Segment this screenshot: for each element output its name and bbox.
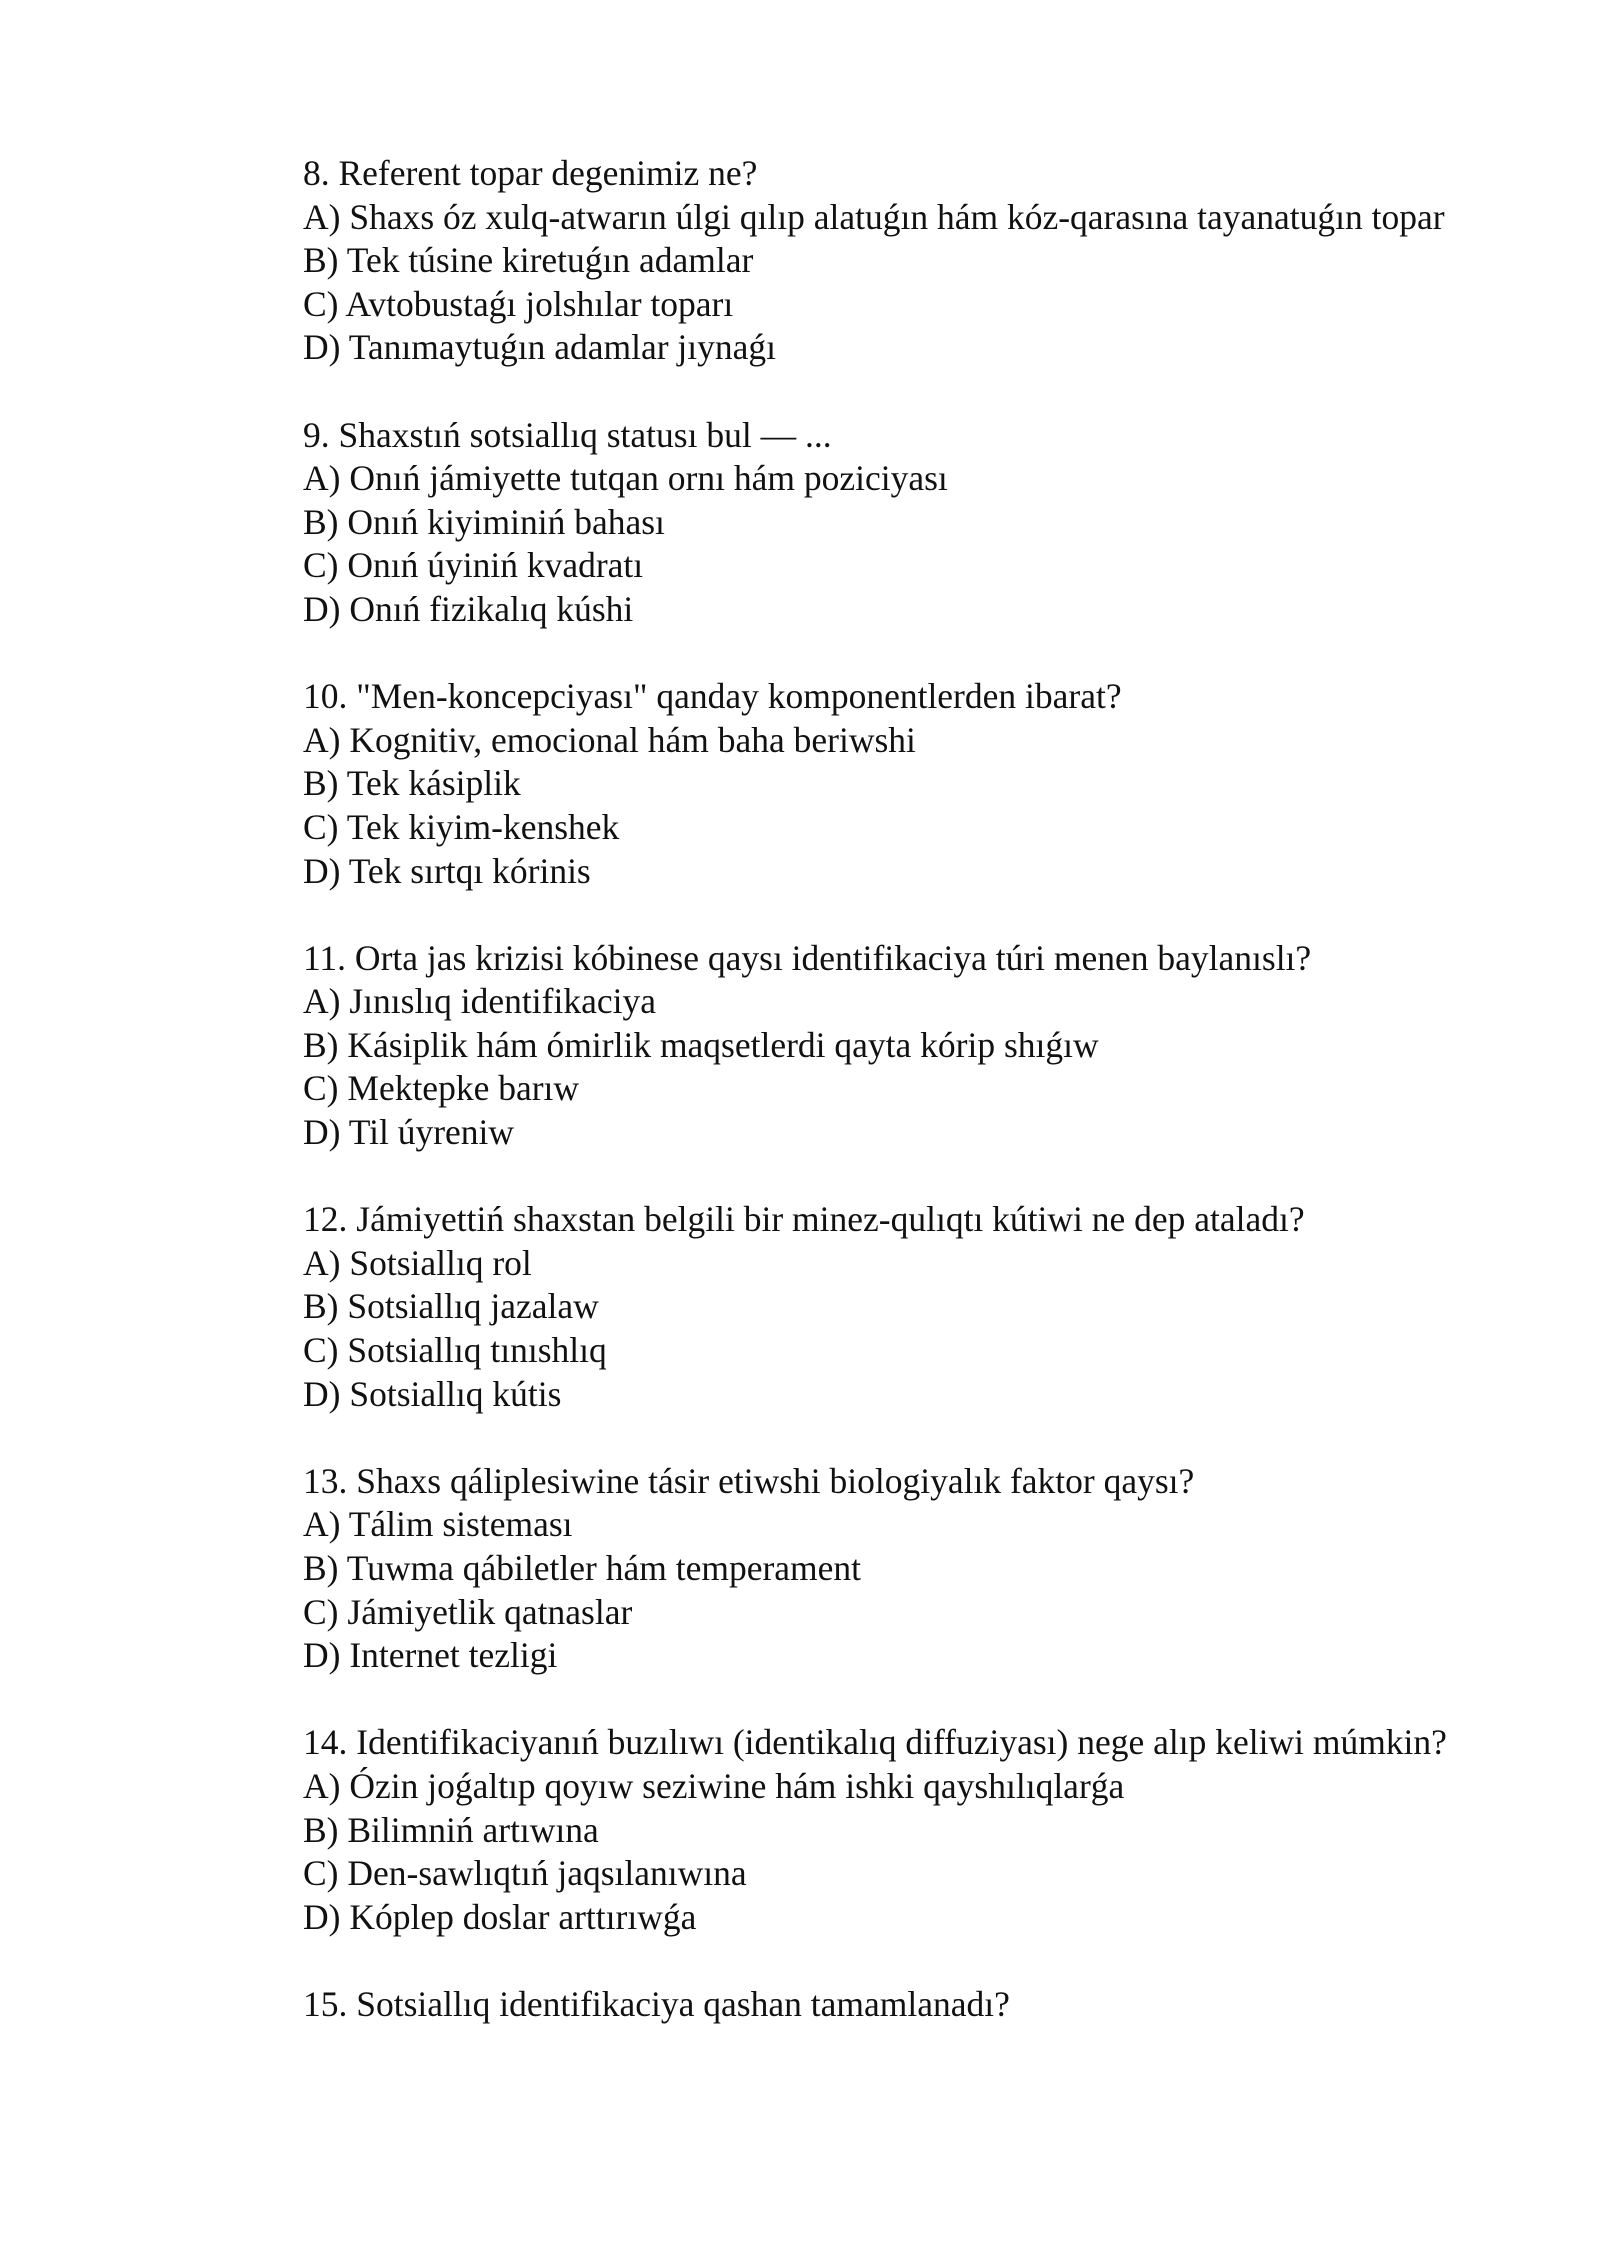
answer-option-d: D) Internet tezligi bbox=[303, 1635, 558, 1676]
answer-option-a: A) Kognitiv, emocional hám baha beriwshi bbox=[303, 719, 916, 760]
answer-option-a: A) Onıń jámiyette tutqan ornı hám poziciyası bbox=[303, 458, 948, 499]
question-13 bbox=[229, 1460, 1491, 1678]
answer-option-c: C) Den-sawlıqtıń jaqsılanıwına bbox=[303, 1853, 747, 1894]
answer-option-b: B) Sotsiallıq jazalaw bbox=[303, 1286, 599, 1327]
question-9 bbox=[229, 414, 1491, 632]
answer-option-d: D) Kóplep doslar arttırıwǵa bbox=[303, 1896, 697, 1937]
answer-option-d: D) Tek sırtqı kórinis bbox=[303, 850, 591, 891]
question-stem: 11. Orta jas krizisi kóbinese qaysı identifikaciya túri menen baylanıslı? bbox=[303, 937, 1312, 978]
answer-option-c: C) Jámiyetlik qatnaslar bbox=[303, 1591, 633, 1632]
question-stem: 8. Referent topar degenimiz ne? bbox=[303, 153, 758, 193]
answer-option-b: B) Tuwma qábiletler hám temperament bbox=[303, 1548, 862, 1588]
answer-option-b: B) Tek túsine kiretuǵın adamlar bbox=[303, 240, 754, 281]
answer-option-d: D) Tanımaytuǵın adamlar jıynaǵı bbox=[303, 327, 777, 368]
question-15 bbox=[229, 1983, 1491, 2027]
answer-option-c: C) Avtobustaǵı jolshılar toparı bbox=[303, 283, 734, 324]
answer-option-b: B) Onıń kiyiminiń bahası bbox=[303, 501, 665, 542]
answer-option-a: A) Jınıslıq identifikaciya bbox=[303, 981, 656, 1022]
answer-option-b: B) Bilimniń artıwına bbox=[303, 1809, 599, 1850]
answer-option-a: A) Shaxs óz xulq-atwarın úlgi qılıp alatuǵın hám kóz-qarasına tayanatuǵın topar bbox=[303, 196, 1445, 237]
question-stem: 9. Shaxstıń sotsiallıq statusı bul — ... bbox=[303, 414, 832, 455]
answer-option-b: B) Tek kásiplik bbox=[303, 763, 521, 804]
answer-option-c: C) Mektepke barıw bbox=[303, 1068, 580, 1109]
answer-option-c: C) Sotsiallıq tınıshlıq bbox=[303, 1330, 607, 1371]
answer-option-c: C) Onıń úyiniń kvadratı bbox=[303, 545, 644, 586]
question-11 bbox=[229, 937, 1491, 1155]
answer-option-d: D) Sotsiallıq kútis bbox=[303, 1373, 562, 1414]
question-10 bbox=[229, 675, 1491, 893]
question-12 bbox=[229, 1198, 1491, 1416]
answer-option-a: A) Sotsiallıq rol bbox=[303, 1242, 532, 1283]
question-8 bbox=[229, 152, 1491, 370]
question-stem: 13. Shaxs qáliplesiwine tásir etiwshi biologiyalık faktor qaysı? bbox=[303, 1460, 1195, 1501]
question-stem: 15. Sotsiallıq identifikaciya qashan tamamlanadı? bbox=[303, 1983, 1010, 2024]
document-page bbox=[229, 152, 1491, 2027]
answer-option-a: A) Ózin joǵaltıp qoyıw seziwine hám ishki qayshılıqlarǵa bbox=[303, 1765, 1125, 1806]
question-14 bbox=[229, 1721, 1491, 1939]
question-stem: 12. Jámiyettiń shaxstan belgili bir minez-qulıqtı kútiwi ne dep ataladı? bbox=[303, 1199, 1305, 1240]
answer-option-a: A) Tálim sisteması bbox=[303, 1504, 573, 1545]
answer-option-d: D) Onıń fizikalıq kúshi bbox=[303, 588, 634, 629]
answer-option-b: B) Kásiplik hám ómirlik maqsetlerdi qayta kórip shıǵıw bbox=[303, 1024, 1099, 1065]
question-stem: 10. "Men-koncepciyası" qanday komponentlerden ibarat? bbox=[303, 676, 1122, 717]
question-stem: 14. Identifikaciyanıń buzılıwı (identikalıq diffuziyası) nege alıp keliwi múmkin? bbox=[303, 1722, 1447, 1763]
answer-option-c: C) Tek kiyim-kenshek bbox=[303, 806, 620, 847]
answer-option-d: D) Til úyreniw bbox=[303, 1112, 515, 1153]
